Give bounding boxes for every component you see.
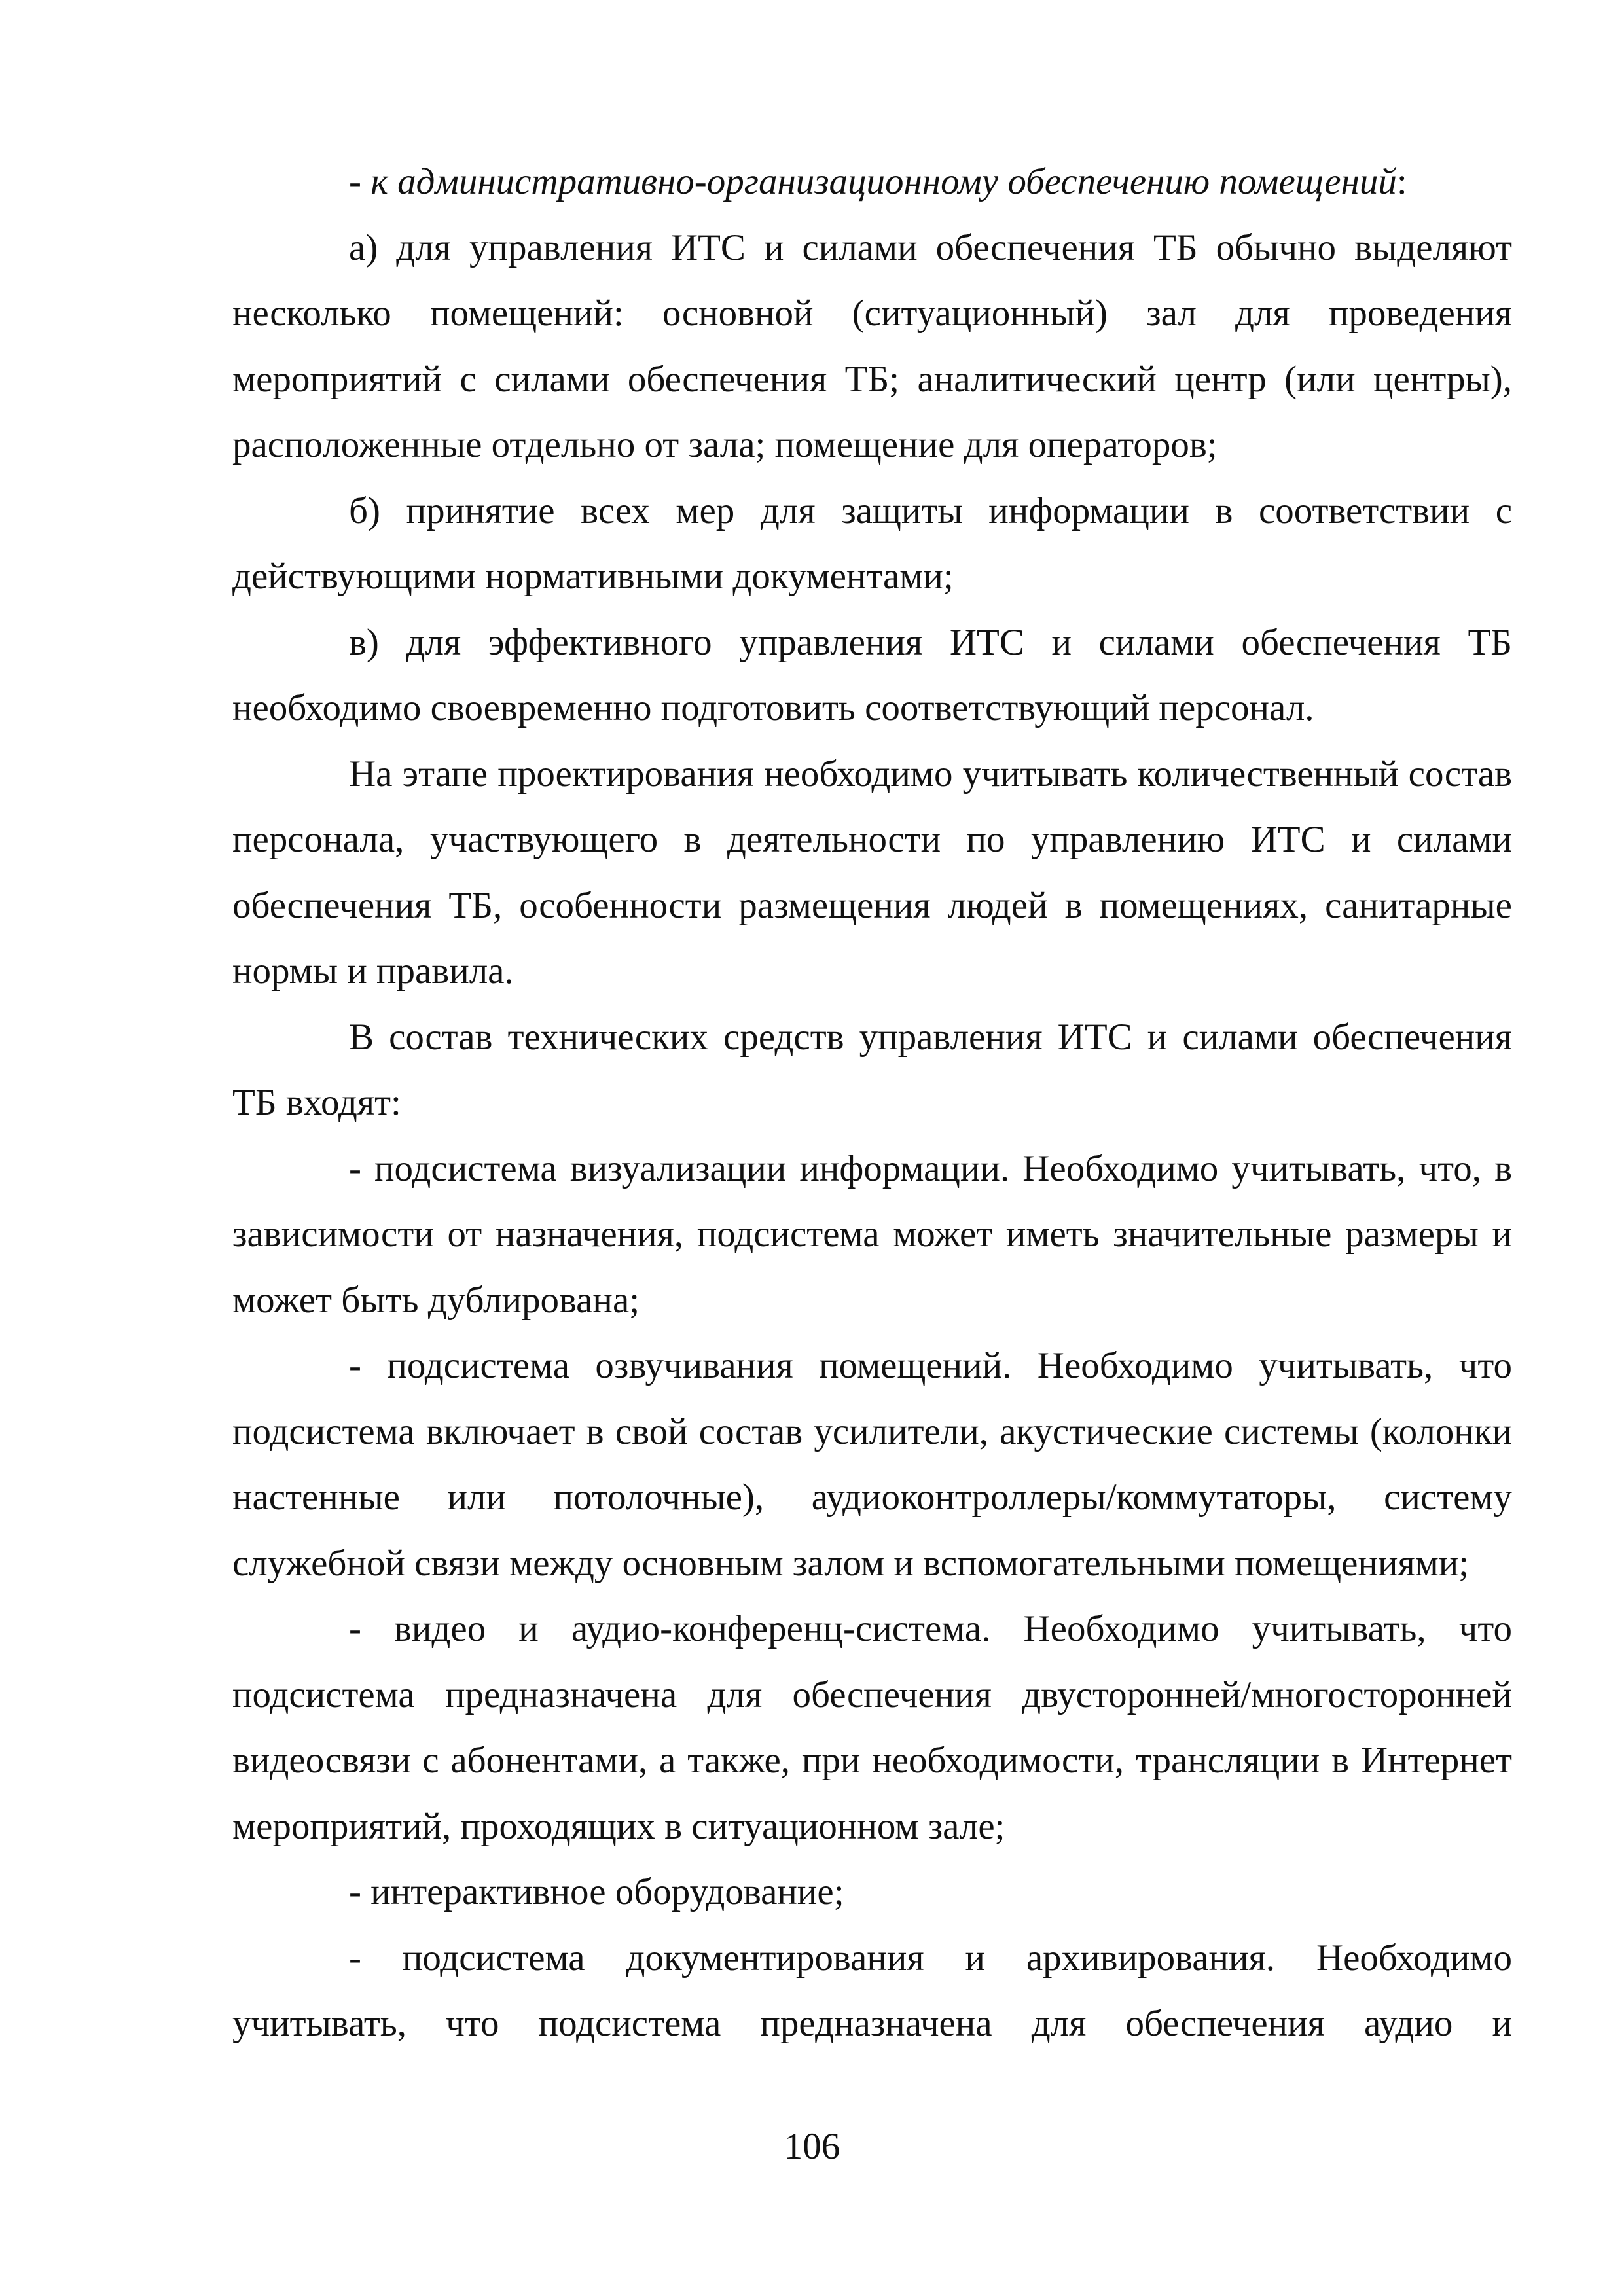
paragraph-technical-means: В состав технических средств управления ИТС и силами обеспечения ТБ входят: <box>232 1016 1512 1123</box>
paragraph-b: б) принятие всех мер для защиты информации в соответствии с действующими нормативными документами; <box>232 490 1512 597</box>
intro-dash: - <box>349 161 371 202</box>
paragraph-a: а) для управления ИТС и силами обеспечения ТБ обычно выделяют несколько помещений: основной (ситуационный) зал для проведения мероприятий с силами обеспечения ТБ; аналитический центр (или центры), расположенные отдельно от зала; помещение для операторов; <box>232 226 1512 465</box>
body-text <box>232 149 1512 2057</box>
intro-colon: : <box>1396 161 1407 202</box>
list-item-conference: - видео и аудио-конференц-система. Необходимо учитывать, что подсистема предназначена для обеспечения двусторонней/многосторонней видеосвязи с абонентами, а также, при необходимости, трансляции в Интернет мероприятий, проходящих в ситуационном зале; <box>232 1608 1512 1847</box>
paragraph-design-stage: На этапе проектирования необходимо учитывать количественный состав персонала, участвующего в деятельности по управлению ИТС и силами обеспечения ТБ, особенности размещения людей в помещениях, санитарные нормы и правила. <box>232 753 1512 992</box>
list-item-interactive: - интерактивное оборудование; <box>349 1871 844 1912</box>
page-number: 106 <box>784 2126 840 2167</box>
intro-heading <box>232 149 1512 215</box>
list-item-audio: - подсистема озвучивания помещений. Необходимо учитывать, что подсистема включает в свой состав усилители, акустические системы (колонки настенные или потолочные), аудиоконтроллеры/коммутаторы, систему служебной связи между основным залом и вспомогательными помещениями; <box>232 1345 1512 1584</box>
list-item-visualization: - подсистема визуализации информации. Необходимо учитывать, что, в зависимости от назначения, подсистема может иметь значительные размеры и может быть дублирована; <box>232 1147 1512 1321</box>
list-item-documenting: - подсистема документирования и архивирования. Необходимо учитывать, что подсистема предназначена для обеспечения аудио и <box>232 1937 1512 2044</box>
intro-italic-text: к административно-организационному обеспечению помещений <box>370 161 1397 202</box>
paragraph-v: в) для эффективного управления ИТС и силами обеспечения ТБ необходимо своевременно подготовить соответствующий персонал. <box>232 621 1512 728</box>
